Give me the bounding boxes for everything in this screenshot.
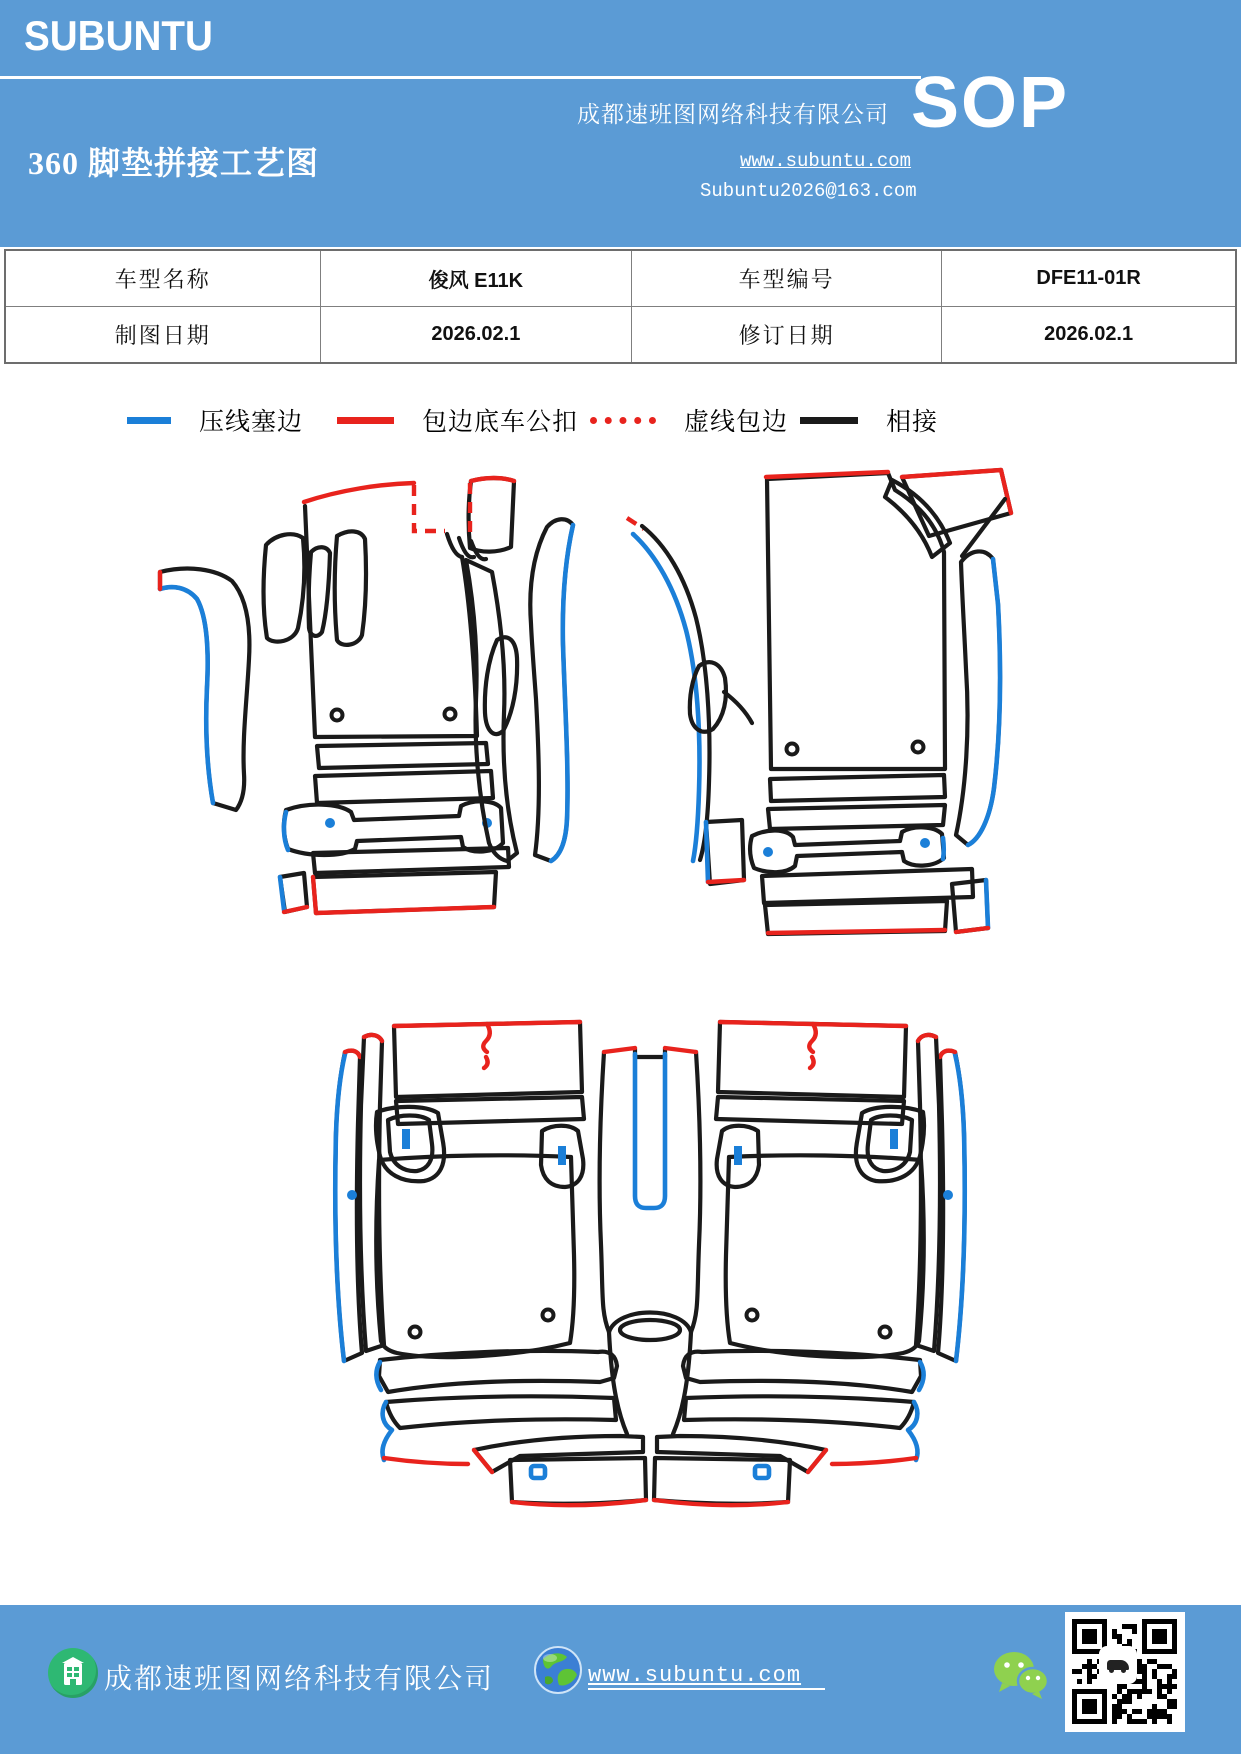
qr-center-logo <box>1101 1648 1135 1682</box>
company-name-header: 成都速班图网络科技有限公司 <box>577 102 889 127</box>
legend-label: 相接 <box>886 409 939 436</box>
globe-icon <box>533 1645 583 1695</box>
company-name-footer: 成都速班图网络科技有限公司 <box>104 1664 495 1695</box>
model-code-label: 车型编号 <box>632 250 942 307</box>
qr-code <box>1065 1612 1185 1732</box>
rear-mat-set-figure <box>335 1022 964 1505</box>
brand-logo: SUBUNTU <box>24 12 213 59</box>
draw-date-label: 制图日期 <box>5 307 320 364</box>
black-line-swatch <box>800 417 858 424</box>
email-address: Subuntu2026@163.com <box>700 180 917 202</box>
legend-label: 包边底车公扣 <box>422 409 579 436</box>
red-line-swatch <box>337 417 394 424</box>
footer-banner <box>0 1605 1241 1754</box>
building-icon <box>48 1648 98 1698</box>
page-title: 360 脚垫拼接工艺图 <box>28 145 320 181</box>
red-dashed-swatch <box>590 417 656 424</box>
wechat-icon <box>990 1650 1052 1702</box>
table-row <box>5 307 1236 364</box>
mat-pattern-diagram <box>0 430 1241 1540</box>
revision-date-value: 2026.02.1 <box>942 307 1236 364</box>
sop-label: SOP <box>910 63 1069 143</box>
header-banner <box>0 0 1241 247</box>
legend-label: 虚线包边 <box>684 409 789 436</box>
blue-line-swatch <box>127 417 171 424</box>
front-left-mat-figure <box>160 478 573 913</box>
revision-date-label: 修订日期 <box>632 307 942 364</box>
website-link-header[interactable]: www.subuntu.com <box>740 150 912 172</box>
website-link-footer[interactable]: www.subuntu.com <box>588 1663 825 1690</box>
header-divider <box>0 76 921 79</box>
model-name-label: 车型名称 <box>5 250 320 307</box>
vehicle-info-table <box>4 249 1237 364</box>
front-right-mat-figure <box>627 470 1011 934</box>
model-name-value: 俊风 E11K <box>320 250 631 307</box>
legend-label: 压线塞边 <box>199 409 304 436</box>
table-row <box>5 250 1236 307</box>
draw-date-value: 2026.02.1 <box>320 307 631 364</box>
model-code-value: DFE11-01R <box>942 250 1236 307</box>
